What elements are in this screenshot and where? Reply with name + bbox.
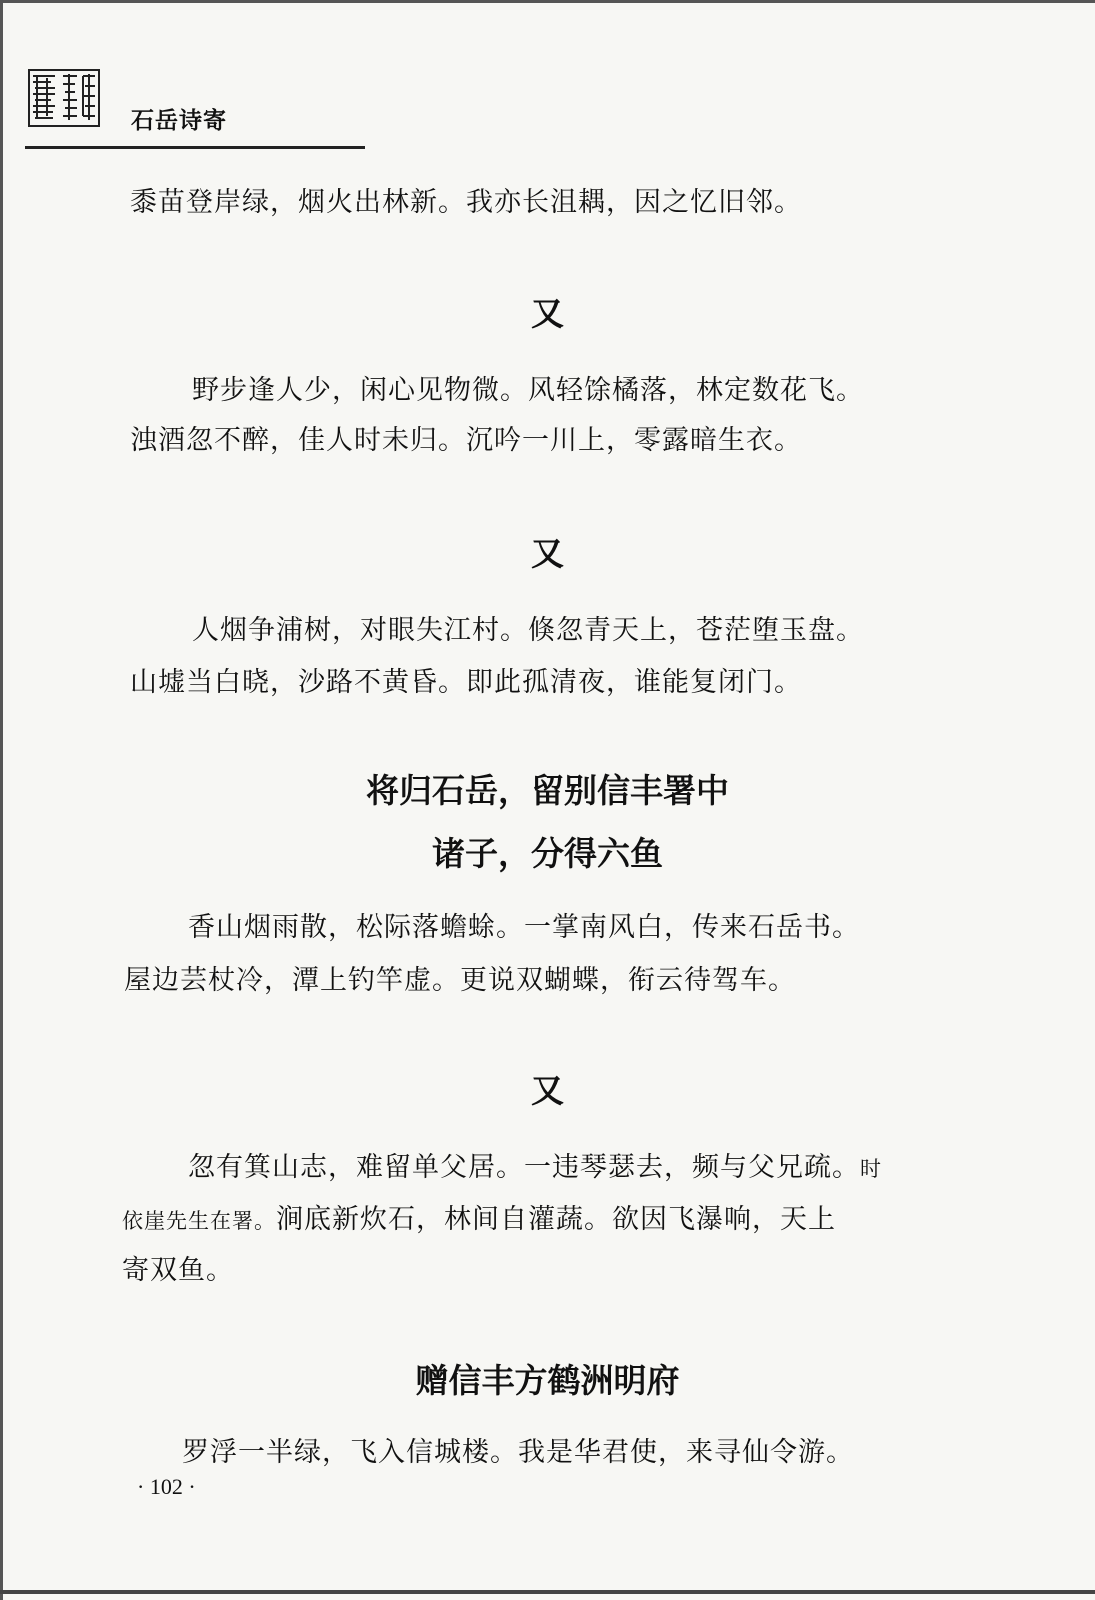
page-edge-bottom [0, 1590, 1095, 1594]
poem-line [188, 1145, 882, 1184]
poem-line: 寄双鱼。 [122, 1255, 234, 1286]
poem-line: 黍苗登岸绿，烟火出林新。我亦长沮耦，因之忆旧邻。 [130, 187, 802, 218]
poem-title: 又 [531, 534, 564, 573]
poem-line: 浊酒忽不醉，佳人时未归。沉吟一川上，零露暗生衣。 [130, 425, 802, 456]
header-rule [25, 146, 365, 149]
running-header-title: 石岳诗寄 [131, 108, 227, 134]
poem-line: 山墟当白晓，沙路不黄昏。即此孤清夜，谁能复闭门。 [130, 667, 802, 698]
poem-title: 又 [531, 294, 564, 333]
poem-line [122, 1197, 836, 1236]
annotation-note: 时 [860, 1157, 882, 1181]
annotation-note: 依崖先生在署。 [122, 1209, 276, 1233]
poem-title: 又 [531, 1071, 564, 1110]
poem-line: 人烟争浦树，对眼失江村。倏忽青天上，苍茫堕玉盘。 [192, 615, 864, 646]
poem-text: 忽有箕山志，难留单父居。一违琴瑟去，频与父兄疏。 [188, 1152, 860, 1183]
seal-stamp-icon [27, 66, 101, 130]
poem-title-line-1: 将归石岳，留别信丰署中 [366, 771, 729, 810]
page-number: · 102 · [137, 1474, 196, 1499]
poem-title: 赠信丰方鹤洲明府 [415, 1361, 680, 1400]
poem-line: 香山烟雨散，松际落蟾蜍。一掌南风白，传来石岳书。 [188, 912, 860, 943]
poem-title-line-2: 诸子，分得六鱼 [432, 834, 663, 873]
poem-line: 罗浮一半绿，飞入信城楼。我是华君使，来寻仙令游。 [182, 1437, 854, 1468]
poem-line: 野步逢人少，闲心见物微。风轻馀橘落，林定数花飞。 [192, 375, 864, 406]
poem-text: 涧底新炊石，林间自灌蔬。欲因飞瀑响，天上 [276, 1204, 836, 1235]
poem-line: 屋边芸杖冷，潭上钓竿虚。更说双蝴蝶，衔云待驾车。 [124, 965, 796, 996]
page-edge-top [0, 0, 1095, 3]
